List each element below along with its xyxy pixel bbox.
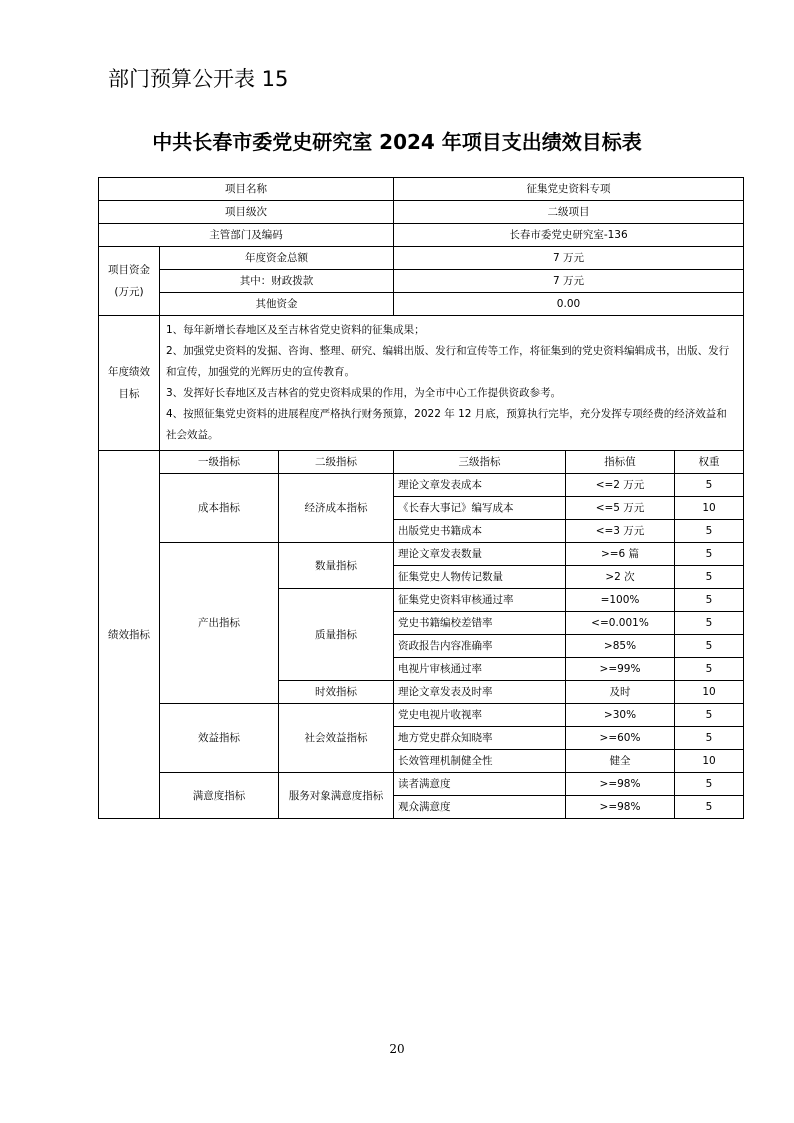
indicator-value: <=0.001%	[566, 612, 675, 635]
dept-value: 长春市委党史研究室-136	[394, 224, 744, 247]
funds-total-label: 年度资金总额	[160, 247, 394, 270]
indicator-name: 地方党史群众知晓率	[394, 727, 566, 750]
table-row	[99, 474, 744, 497]
indicator-weight: 10	[675, 750, 744, 773]
table-number-label: 部门预算公开表 15	[108, 67, 289, 91]
goal-item: 4、按照征集党史资料的进展程度严格执行财务预算，2022 年 12 月底，预算执行完毕，充分发挥专项经费的经济效益和社会效益。	[166, 408, 727, 441]
level1-cost: 成本指标	[160, 474, 279, 543]
indicator-value: =100%	[566, 589, 675, 612]
page-number: 20	[389, 1042, 405, 1056]
indicator-weight: 5	[675, 704, 744, 727]
table-row	[99, 543, 744, 566]
indicator-weight: 5	[675, 520, 744, 543]
table-row	[99, 773, 744, 796]
indicator-name: 读者满意度	[394, 773, 566, 796]
page-title: 中共长春市委党史研究室 2024 年项目支出绩效目标表	[152, 130, 642, 154]
indicator-name: 出版党史书籍成本	[394, 520, 566, 543]
level1-output: 产出指标	[160, 543, 279, 704]
project-name-label: 项目名称	[99, 178, 394, 201]
level2-timeliness: 时效指标	[279, 681, 394, 704]
indicators-header-row	[99, 451, 744, 474]
level2-service-satisfaction: 服务对象满意度指标	[279, 773, 394, 819]
indicator-weight: 5	[675, 566, 744, 589]
indicator-weight: 5	[675, 543, 744, 566]
funds-other-value: 0.00	[394, 293, 744, 316]
dept-row	[99, 224, 744, 247]
indicator-weight: 5	[675, 589, 744, 612]
level1-satisfaction: 满意度指标	[160, 773, 279, 819]
indicator-weight: 10	[675, 497, 744, 520]
indicator-value: >=99%	[566, 658, 675, 681]
indicator-value: >30%	[566, 704, 675, 727]
indicator-value: 及时	[566, 681, 675, 704]
project-level-label: 项目级次	[99, 201, 394, 224]
indicator-name: 理论文章发表成本	[394, 474, 566, 497]
funds-label: 项目资金 (万元)	[99, 247, 160, 316]
indicator-weight: 5	[675, 727, 744, 750]
indicator-name: 党史书籍编校差错率	[394, 612, 566, 635]
goals-label: 年度绩效 目标	[99, 316, 160, 451]
indicator-weight: 5	[675, 658, 744, 681]
project-level-row	[99, 201, 744, 224]
goal-item: 1、每年新增长春地区及至吉林省党史资料的征集成果；	[166, 324, 425, 336]
indicator-value: <=5 万元	[566, 497, 675, 520]
indicator-value: >2 次	[566, 566, 675, 589]
project-name-value: 征集党史资料专项	[394, 178, 744, 201]
indicator-value: >=6 篇	[566, 543, 675, 566]
indicator-value: >85%	[566, 635, 675, 658]
goal-item: 2、加强党史资料的发掘、咨询、整理、研究、编辑出版、发行和宣传等工作，将征集到的党史资料编辑成书，出版、发行和宣传，加强党的光辉历史的宣传教育。	[166, 345, 730, 378]
indicator-name: 长效管理机制健全性	[394, 750, 566, 773]
header-value: 指标值	[566, 451, 675, 474]
indicator-name: 征集党史资料审核通过率	[394, 589, 566, 612]
header-level2: 二级指标	[279, 451, 394, 474]
project-name-row	[99, 178, 744, 201]
indicator-weight: 5	[675, 474, 744, 497]
funds-total-row	[99, 247, 744, 270]
indicator-name: 党史电视片收视率	[394, 704, 566, 727]
indicator-value: >=60%	[566, 727, 675, 750]
indicator-weight: 5	[675, 796, 744, 819]
level2-social-benefit: 社会效益指标	[279, 704, 394, 773]
performance-target-table	[98, 177, 744, 819]
indicator-value: 健全	[566, 750, 675, 773]
funds-total-value: 7 万元	[394, 247, 744, 270]
indicator-value: >=98%	[566, 773, 675, 796]
indicator-value: <=3 万元	[566, 520, 675, 543]
goal-item: 3、发挥好长春地区及吉林省的党史资料成果的作用，为全市中心工作提供资政参考。	[166, 387, 562, 399]
indicator-name: 电视片审核通过率	[394, 658, 566, 681]
indicators-label: 绩效指标	[99, 451, 160, 819]
funds-other-row	[99, 293, 744, 316]
table-row	[99, 704, 744, 727]
funds-other-label: 其他资金	[160, 293, 394, 316]
level2-quantity: 数量指标	[279, 543, 394, 589]
funds-fiscal-value: 7 万元	[394, 270, 744, 293]
goals-content	[160, 316, 744, 451]
indicator-name: 征集党史人物传记数量	[394, 566, 566, 589]
indicator-weight: 10	[675, 681, 744, 704]
indicator-name: 资政报告内容准确率	[394, 635, 566, 658]
header-level3: 三级指标	[394, 451, 566, 474]
indicator-value: <=2 万元	[566, 474, 675, 497]
project-level-value: 二级项目	[394, 201, 744, 224]
level2-economic-cost: 经济成本指标	[279, 474, 394, 543]
funds-fiscal-row	[99, 270, 744, 293]
funds-fiscal-label: 其中：财政拨款	[160, 270, 394, 293]
indicator-name: 理论文章发表数量	[394, 543, 566, 566]
indicator-value: >=98%	[566, 796, 675, 819]
indicator-name: 《长春大事记》编写成本	[394, 497, 566, 520]
indicator-weight: 5	[675, 612, 744, 635]
header-level1: 一级指标	[160, 451, 279, 474]
dept-label: 主管部门及编码	[99, 224, 394, 247]
indicator-name: 观众满意度	[394, 796, 566, 819]
level2-quality: 质量指标	[279, 589, 394, 681]
indicator-weight: 5	[675, 773, 744, 796]
indicator-name: 理论文章发表及时率	[394, 681, 566, 704]
goals-row	[99, 316, 744, 451]
level1-benefit: 效益指标	[160, 704, 279, 773]
header-weight: 权重	[675, 451, 744, 474]
indicator-weight: 5	[675, 635, 744, 658]
